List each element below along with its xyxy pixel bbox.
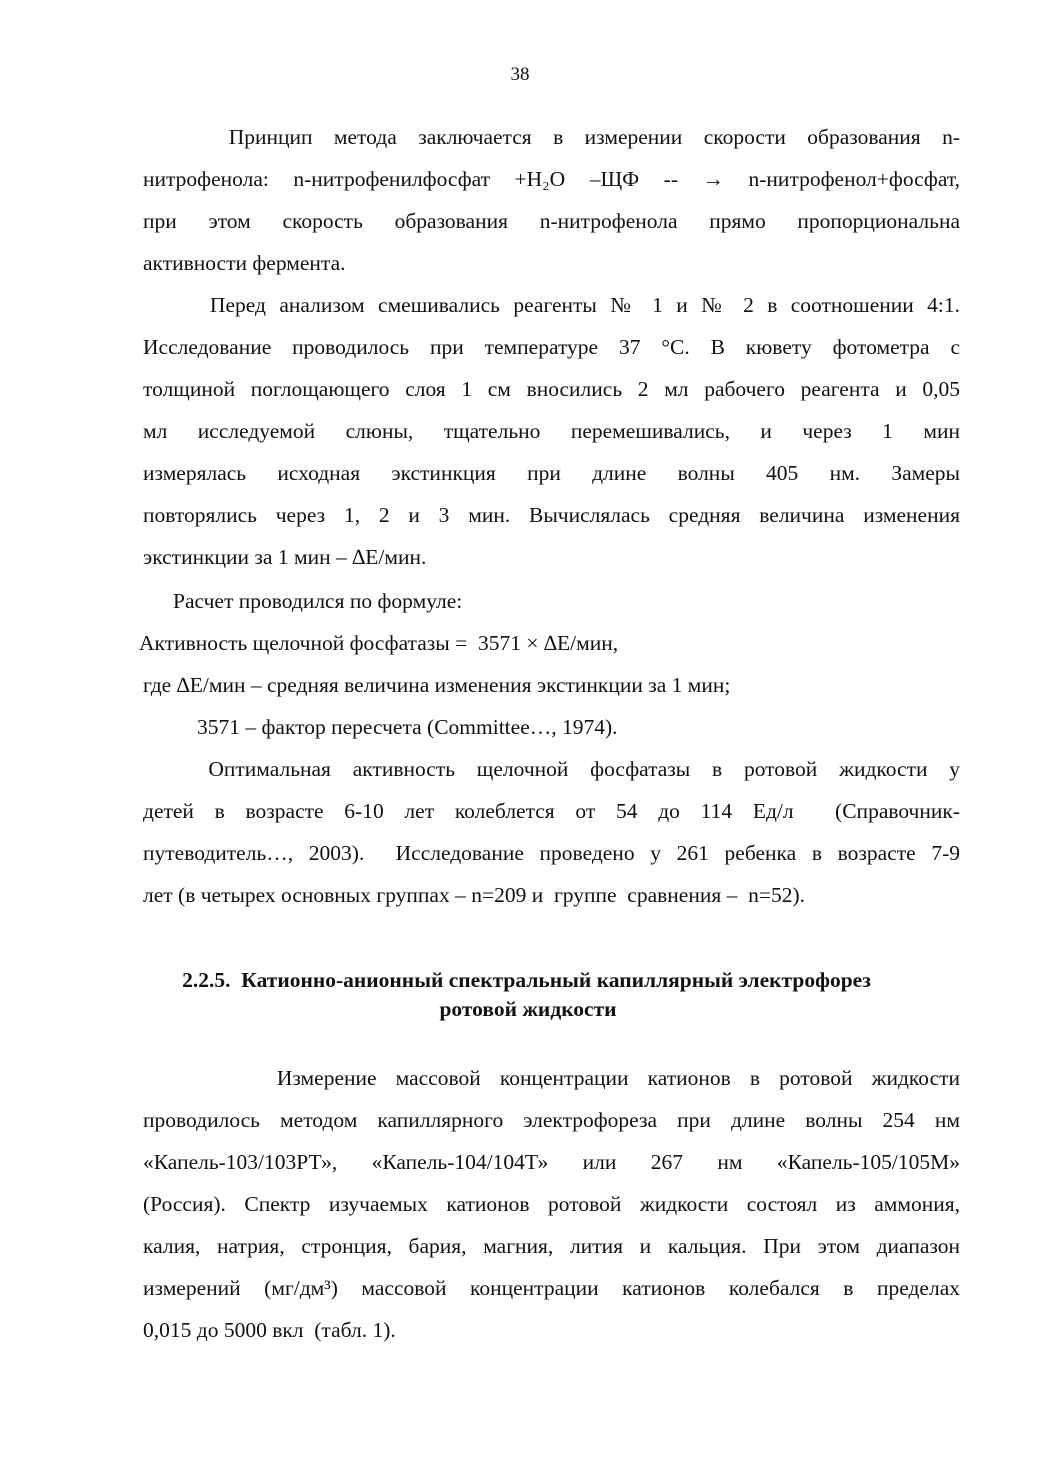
paragraph-procedure: [143, 284, 960, 578]
text-line: лет (в четырех основных группах – n=209 и группе сравнения – n=52).: [143, 883, 806, 907]
paragraph-optimal-activity: [143, 748, 960, 916]
text-line: «Капель-103/103РТ», «Капель-104/104Т» или 267 нм «Капель-105/105М»: [143, 1150, 960, 1174]
formula-intro: Расчет проводился по формуле:: [173, 589, 463, 613]
text-line: проводилось методом капиллярного электрофореза при длине волны 254 нм: [143, 1108, 960, 1132]
text-line: активности фермента.: [143, 251, 346, 275]
formula-where: где ∆Е/мин – средняя величина изменения экстинкции за 1 мин;: [143, 673, 731, 697]
text-line: Оптимальная активность щелочной фосфатазы в ротовой жидкости у: [143, 757, 960, 781]
text-line: Перед анализом смешивались реагенты № 1 и № 2 в соотношении 4:1.: [143, 293, 960, 317]
text-line: (Россия). Спектр изучаемых катионов ротовой жидкости состоял из аммония,: [143, 1192, 960, 1216]
text-line: Измерение массовой концентрации катионов в ротовой жидкости: [143, 1066, 961, 1090]
paragraph-method-principle: [143, 116, 960, 284]
text-line: нитрофенола: n-нитрофенилфосфат +H₂O –ЩФ -- → n-нитрофенол+фосфат,: [143, 167, 960, 191]
paragraph-measurement: [143, 1057, 960, 1351]
text-line: детей в возрасте 6-10 лет колеблется от 54 до 114 Ед/л (Справочник-: [143, 799, 960, 823]
page-number: 38: [510, 64, 530, 85]
section-heading-line-1: 2.2.5. Катионно-анионный спектральный капиллярный электрофорез: [182, 968, 871, 992]
section-heading: [0, 966, 1040, 1024]
text-line: повторялись через 1, 2 и 3 мин. Вычислялась средняя величина изменения: [143, 503, 960, 527]
text-line: толщиной поглощающего слоя 1 см вносились 2 мл рабочего реагента и 0,05: [143, 377, 960, 401]
text-line: измерялась исходная экстинкция при длине волны 405 нм. Замеры: [143, 461, 960, 485]
text-line: при этом скорость образования n-нитрофенола прямо пропорциональна: [143, 209, 960, 233]
formula-equation: Активность щелочной фосфатазы = 3571 × ∆Е/мин,: [139, 631, 619, 655]
formula-factor: 3571 – фактор пересчета (Committee…, 1974).: [197, 715, 618, 739]
section-heading-line-2: ротовой жидкости: [439, 997, 617, 1021]
text-line: путеводитель…, 2003). Исследование проведено у 261 ребенка в возрасте 7-9: [143, 841, 960, 865]
text-line: мл исследуемой слюны, тщательно перемешивались, и через 1 мин: [143, 419, 960, 443]
text-line: 0,015 до 5000 вкл (табл. 1).: [143, 1318, 396, 1342]
text-line: Исследование проводилось при температуре 37 °С. В кювету фотометра с: [143, 335, 960, 359]
text-line: измерений (мг/дм³) массовой концентрации катионов колебался в пределах: [143, 1276, 960, 1300]
text-line: калия, натрия, стронция, бария, магния, лития и кальция. При этом диапазон: [143, 1234, 960, 1258]
text-line: экстинкции за 1 мин – ∆Е/мин.: [143, 545, 427, 569]
text-line: Принцип метода заключается в измерении скорости образования n-: [143, 125, 961, 149]
